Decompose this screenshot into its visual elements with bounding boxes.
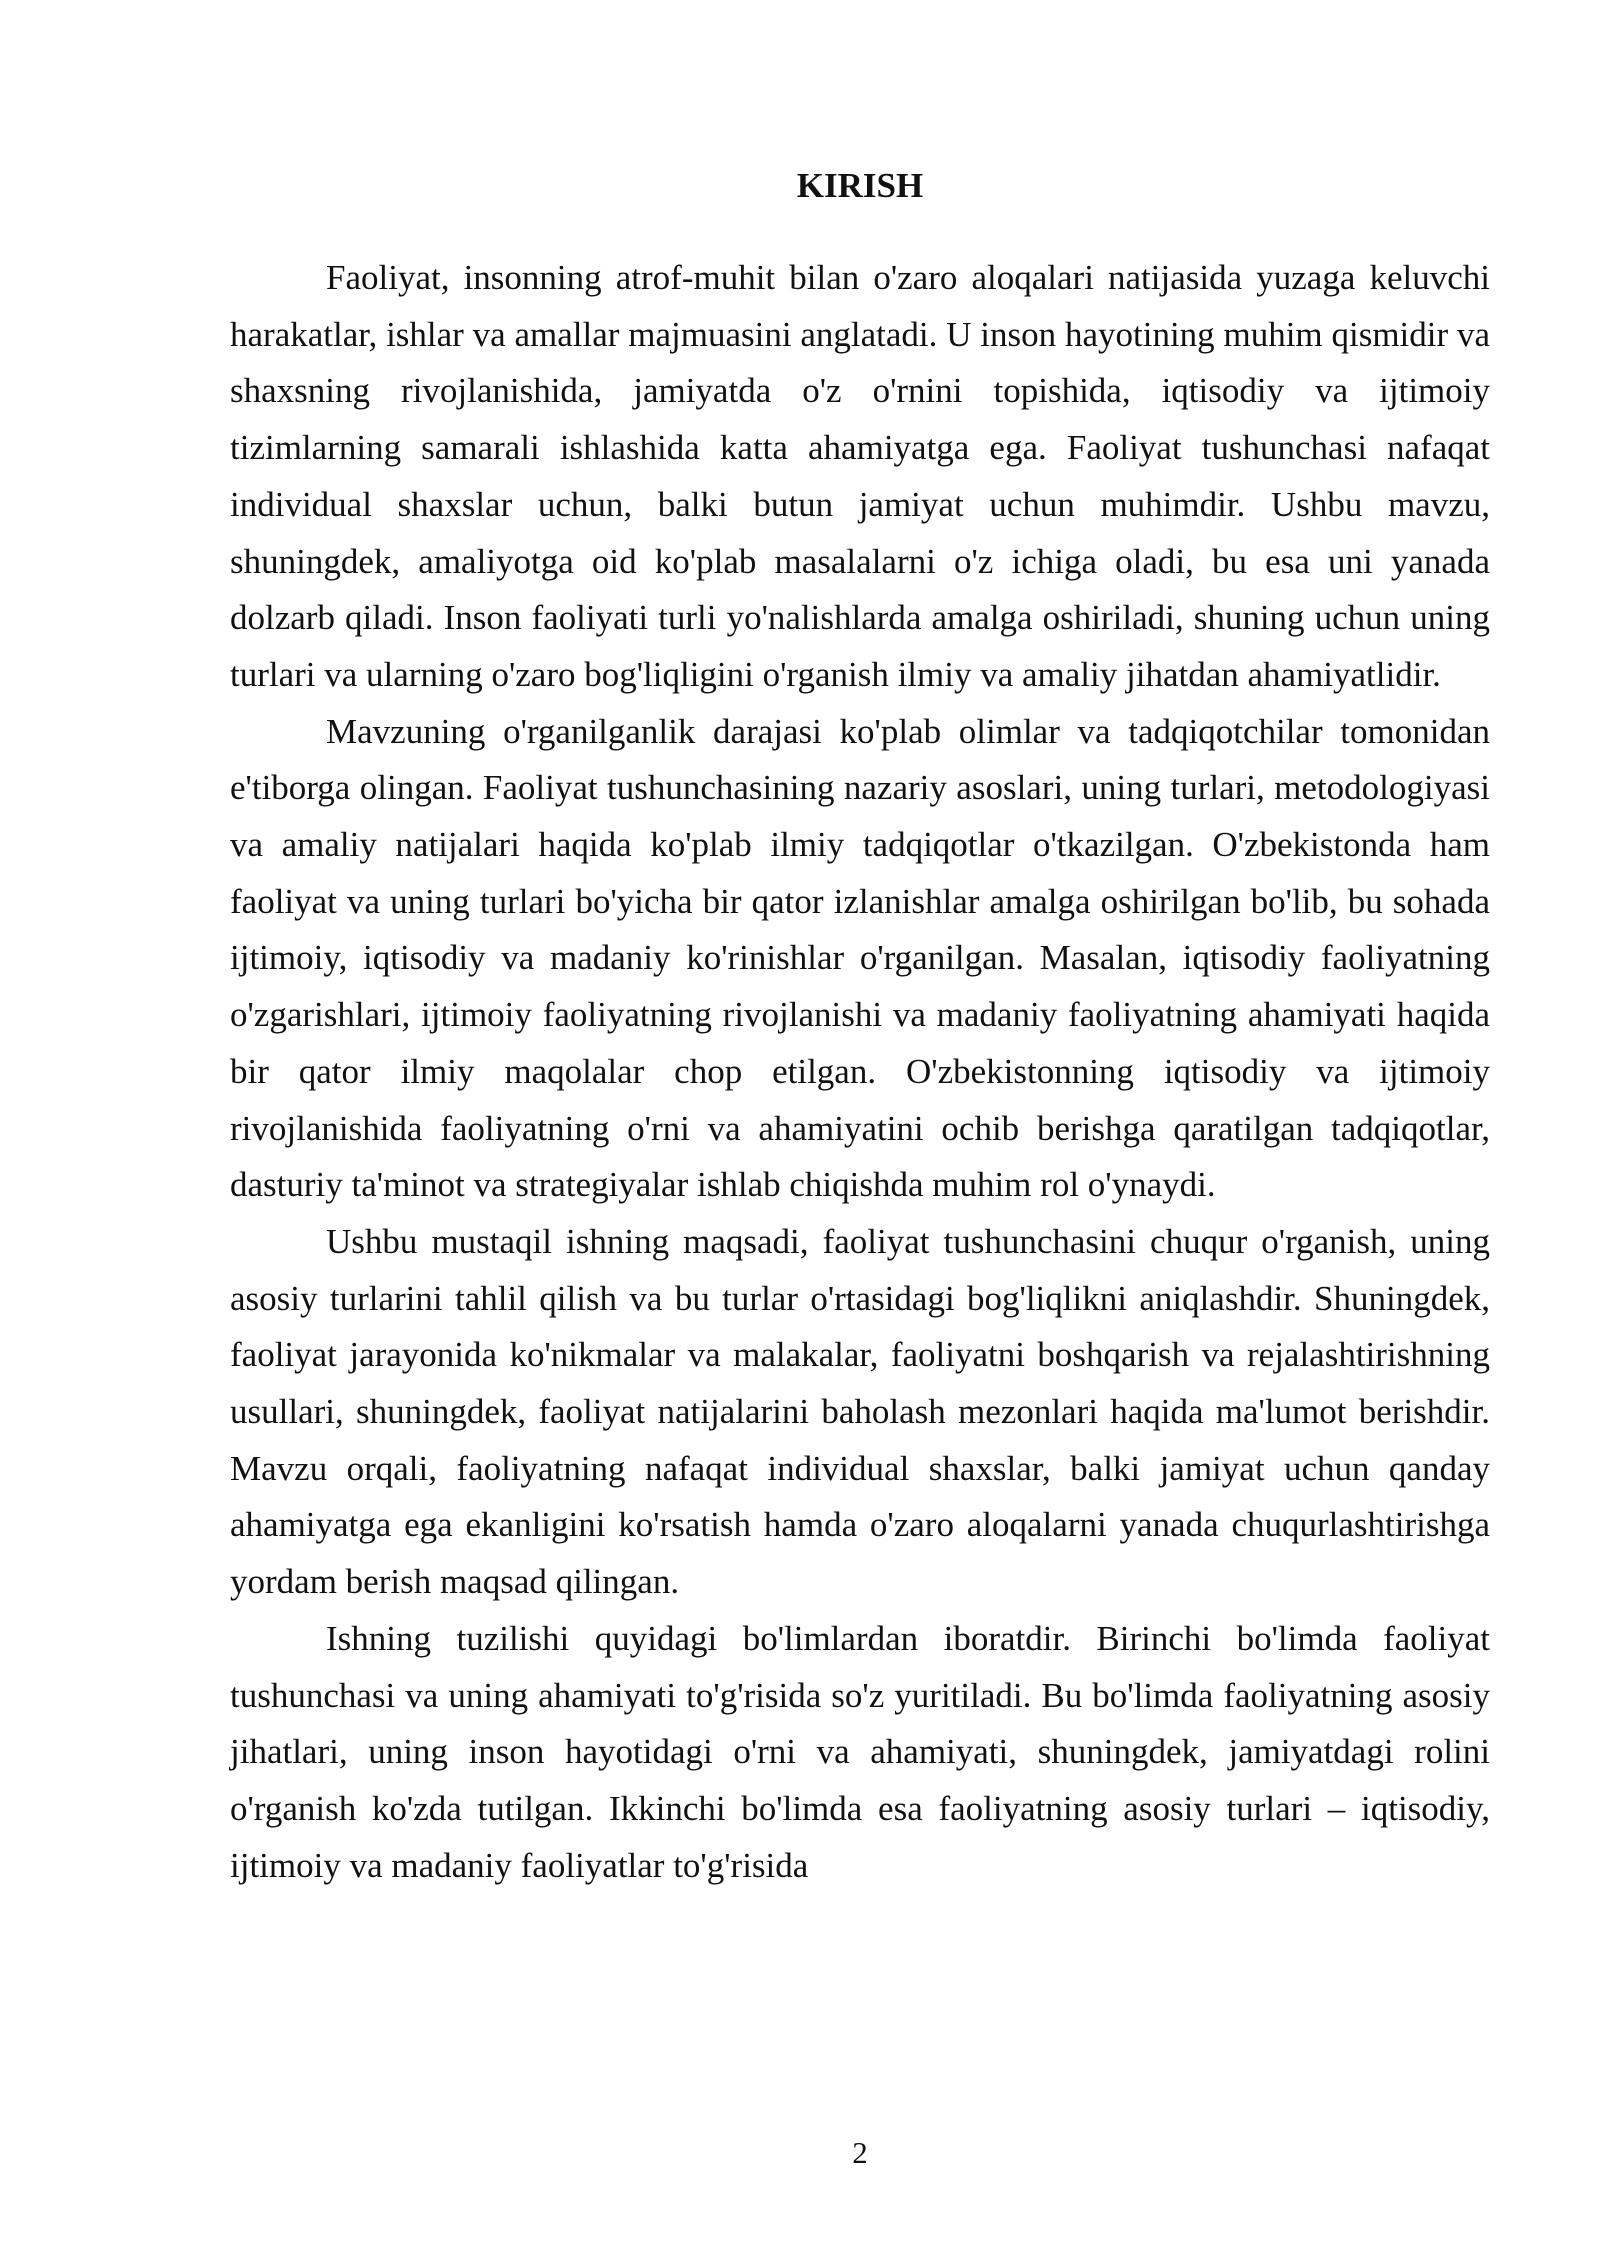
section-heading: KIRISH	[796, 166, 924, 205]
paragraph: Mavzuning o'rganilganlik darajasi ko'plab olimlar va tadqiqotchilar tomonidan e'tiborga olingan. Faoliyat tushunchasining nazariy asoslari, uning turlari, metodologiyasi va amaliy natijalari haqida ko'plab ilmiy tadqiqotlar o'tkazilgan. O'zbekistonda ham faoliyat va uning turlari bo'yicha bir qator izlanishlar amalga oshirilgan bo'lib, bu sohada ijtimoiy, iqtisodiy va madaniy ko'rinishlar o'rganilgan. Masalan, iqtisodiy faoliyatning o'zgarishlari, ijtimoiy faoliyatning rivojlanishi va madaniy faoliyatning ahamiyati haqida bir qator ilmiy maqolalar chop etilgan. O'zbekistonning iqtisodiy va ijtimoiy rivojlanishida faoliyatning o'rni va ahamiyatini ochib berishga qaratilgan tadqiqotlar, dasturiy ta'minot va strategiyalar ishlab chiqishda muhim rol o'ynaydi.	[230, 711, 1490, 1205]
paragraph: Ishning tuzilishi quyidagi bo'limlardan iboratdir. Birinchi bo'limda faoliyat tushunchasi va uning ahamiyati to'g'risida so'z yuritiladi. Bu bo'limda faoliyatning asosiy jihatlari, uning inson hayotidagi o'rni va ahamiyati, shuningdek, jamiyatdagi rolini o'rganish ko'zda tutilgan. Ikkinchi bo'limda esa faoliyatning asosiy turlari – iqtisodiy, ijtimoiy va madaniy faoliyatlar to'g'risida	[230, 1618, 1490, 1885]
body-text	[230, 250, 1490, 1894]
page-number: 2	[852, 2135, 868, 2170]
paragraph: Ushbu mustaqil ishning maqsadi, faoliyat tushunchasini chuqur o'rganish, uning asosiy turlarini tahlil qilish va bu turlar o'rtasidagi bog'liqlikni aniqlashdir. Shuningdek, faoliyat jarayonida ko'nikmalar va malakalar, faoliyatni boshqarish va rejalashtirishning usullari, shuningdek, faoliyat natijalarini baholash mezonlari haqida ma'lumot berishdir. Mavzu orqali, faoliyatning nafaqat individual shaxslar, balki jamiyat uchun qanday ahamiyatga ega ekanligini ko'rsatish hamda o'zaro aloqalarni yanada chuqurlashtirishga yordam berish maqsad qilingan.	[230, 1221, 1490, 1602]
paragraph: Faoliyat, insonning atrof-muhit bilan o'zaro aloqalari natijasida yuzaga keluvchi harakatlar, ishlar va amallar majmuasini anglatadi. U inson hayotining muhim qismidir va shaxsning rivojlanishida, jamiyatda o'z o'rnini topishida, iqtisodiy va ijtimoiy tizimlarning samarali ishlashida katta ahamiyatga ega. Faoliyat tushunchasi nafaqat individual shaxslar uchun, balki butun jamiyat uchun muhimdir. Ushbu mavzu, shuningdek, amaliyotga oid ko'plab masalalarni o'z ichiga oladi, bu esa uni yanada dolzarb qiladi. Inson faoliyati turli yo'nalishlarda amalga oshiriladi, shuning uchun uning turlari va ularning o'zaro bog'liqligini o'rganish ilmiy va amaliy jihatdan ahamiyatlidir.	[230, 258, 1490, 694]
document-page	[230, 0, 1490, 2262]
